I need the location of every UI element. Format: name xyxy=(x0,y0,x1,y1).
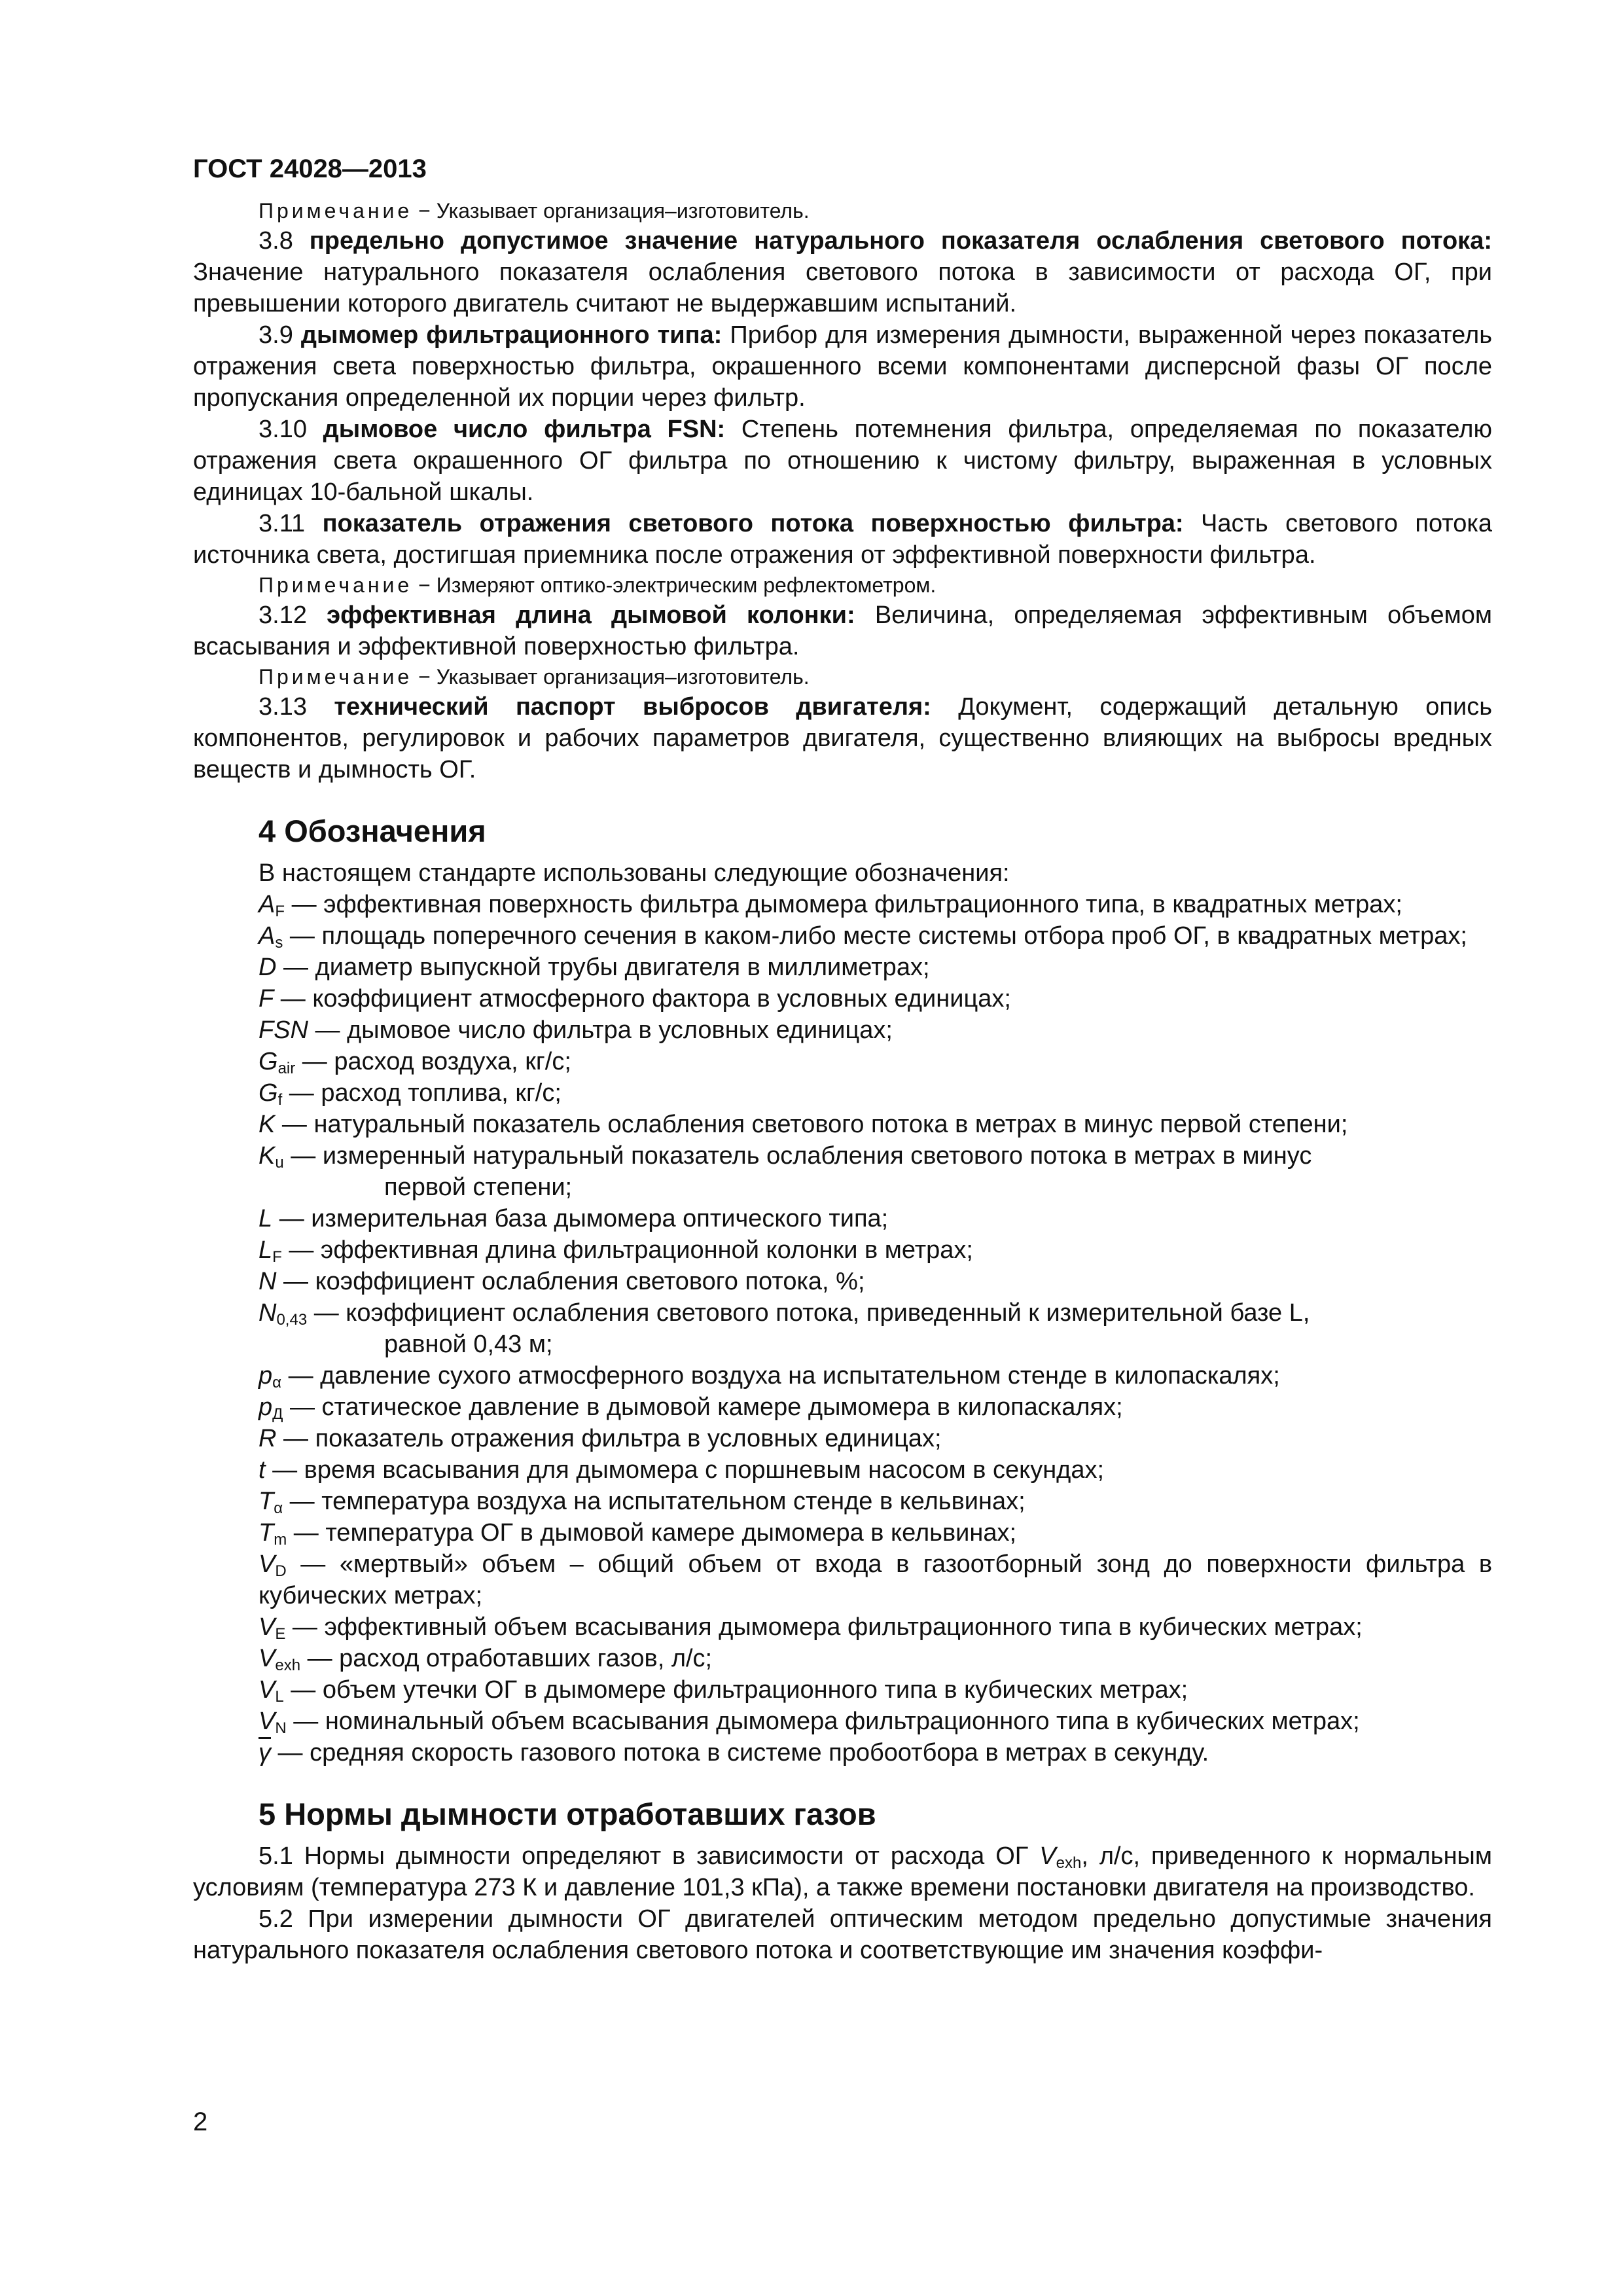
symbol-entry: $V_N$ — номинальный объем всасывания дымомера фильтрационного типа в кубических метрах; xyxy=(259,1708,1360,1737)
note-2: Примечание − Измеряют оптико-электрическим рефлектометром. xyxy=(259,573,936,597)
symbol-entry: R — показатель отражения фильтра в условных единицах; xyxy=(259,1425,942,1452)
term-3-13: 3.13 технический паспорт выбросов двигателя: Документ, содержащий детальную опись компонентов, регулировок и рабочих параметров двигателя, существенно влияющих на выбросы вредных веществ и дымность ОГ. xyxy=(193,693,1492,783)
section-4-intro: В настоящем стандарте использованы следующие обозначения: xyxy=(259,859,1010,887)
symbol-entry: $L_F$ — эффективная длина фильтрационной колонки в метрах; xyxy=(259,1236,973,1266)
symbol-entry: $V_{exh}$ — расход отработавших газов, л/с; xyxy=(259,1645,713,1674)
main-content xyxy=(193,196,1492,1966)
document-header: ГОСТ 24028—2013 xyxy=(193,154,427,183)
symbol-entry: $G_f$ — расход топлива, кг/с; xyxy=(259,1079,562,1109)
term-3-8: 3.8 предельно допустимое значение натурального показателя ослабления светового потока: Значение натурального показателя ослабления светового потока в зависимости от расхода ОГ, при превышении которого двигатель считают не выдержавшим испытаний. xyxy=(193,227,1492,317)
symbol-entry: t — время всасывания для дымомера с поршневым насосом в секундах; xyxy=(259,1456,1105,1484)
symbols-list xyxy=(193,889,1492,1768)
term-3-12: 3.12 эффективная длина дымовой колонки: Величина, определяемая эффективным объемом всасывания и эффективной поверхностью фильтра. xyxy=(193,601,1492,660)
symbol-entry: $K_u$ — измеренный натуральный показатель ослабления светового потока в метрах в минус xyxy=(259,1142,1312,1172)
note-1: Примечание − Указывает организация–изготовитель. xyxy=(259,199,810,223)
symbol-entry: $\overline{\gamma}$ — средняя скорость газового потока в системе пробоотбора в метрах в секунду. xyxy=(259,1739,1209,1767)
term-3-11: 3.11 показатель отражения светового потока поверхностью фильтра: Часть светового потока источника света, достигшая приемника после отражения от эффективной поверхности фильтра. xyxy=(193,510,1493,569)
symbol-entry: $T_\alpha$ — температура воздуха на испытательном стенде в кельвинах; xyxy=(259,1488,1026,1517)
term-3-10: 3.10 дымовое число фильтра FSN: Степень потемнения фильтра, определяемая по показателю отражения света окрашенного ОГ фильтра по отношению к чистому фильтру, выраженная в условных единицах 10-бальной шкалы. xyxy=(193,416,1492,506)
symbol-entry-continuation: равной 0,43 м; xyxy=(384,1331,553,1358)
symbol-entry: $p_Д$ — статическое давление в дымовой камере дымомера в килопаскалях; xyxy=(259,1393,1123,1423)
symbol-entry: $A_s$ — площадь поперечного сечения в каком-либо месте системы отбора проб ОГ, в квадратных метрах; xyxy=(259,922,1467,952)
symbol-entry: FSN — дымовое число фильтра в условных единицах; xyxy=(259,1016,893,1044)
page-number: 2 xyxy=(193,2108,208,2136)
symbol-entry: $p_\alpha$ — давление сухого атмосферного воздуха на испытательном стенде в килопаскалях; xyxy=(259,1362,1280,1391)
symbol-entry: $G_{air}$ — расход воздуха, кг/с; xyxy=(259,1048,571,1077)
symbol-entry-continuation: первой степени; xyxy=(384,1174,573,1201)
section-4-heading: 4 Обозначения xyxy=(259,814,486,848)
symbol-entry: N — коэффициент ослабления светового потока, %; xyxy=(259,1268,865,1295)
section-5-heading: 5 Нормы дымности отработавших газов xyxy=(259,1797,876,1831)
symbol-entry: $T_m$ — температура ОГ в дымовой камере дымомера в кельвинах; xyxy=(259,1519,1017,1549)
symbol-entry: $N_{0,43}$ — коэффициент ослабления светового потока, приведенный к измерительной базе L, xyxy=(259,1299,1310,1329)
paragraph-5-2: 5.2 При измерении дымности ОГ двигателей оптическим методом предельно допустимые значения натурального показателя ослабления светового потока и соответствующие им значения коэффи- xyxy=(193,1905,1492,1964)
paragraph-5-1: 5.1 Нормы дымности определяют в зависимости от расхода ОГ $V_{exh}$, л/с, приведенного к нормальным условиям (температура 273 К и давление 101,3 кПа), а также времени постановки двигателя на производство. xyxy=(193,1842,1492,1901)
symbol-entry: K — натуральный показатель ослабления светового потока в метрах в минус первой степени; xyxy=(259,1111,1348,1138)
note-3: Примечание − Указывает организация–изготовитель. xyxy=(259,665,810,689)
symbol-entry: $V_D$ — «мертвый» объем – общий объем от входа в газоотборный зонд до поверхности фильтра в кубических метрах; xyxy=(259,1551,1492,1609)
symbol-entry: D — диаметр выпускной трубы двигателя в миллиметрах; xyxy=(259,954,930,981)
symbol-entry: $V_L$ — объем утечки ОГ в дымомере фильтрационного типа в кубических метрах; xyxy=(259,1676,1188,1706)
symbol-entry: $V_E$ — эффективный объем всасывания дымомера фильтрационного типа в кубических метрах; xyxy=(259,1613,1363,1643)
symbol-entry: F — коэффициент атмосферного фактора в условных единицах; xyxy=(259,985,1011,1013)
symbol-entry: $A_F$ — эффективная поверхность фильтра дымомера фильтрационного типа, в квадратных метрах; xyxy=(259,891,1402,920)
symbol-entry: L — измерительная база дымомера оптического типа; xyxy=(259,1205,889,1232)
term-3-9: 3.9 дымомер фильтрационного типа: Прибор для измерения дымности, выраженной через показатель отражения света поверхностью фильтра, окрашенного всеми компонентами дисперсной фазы ОГ после пропускания определенной их порции через фильтр. xyxy=(193,321,1492,412)
